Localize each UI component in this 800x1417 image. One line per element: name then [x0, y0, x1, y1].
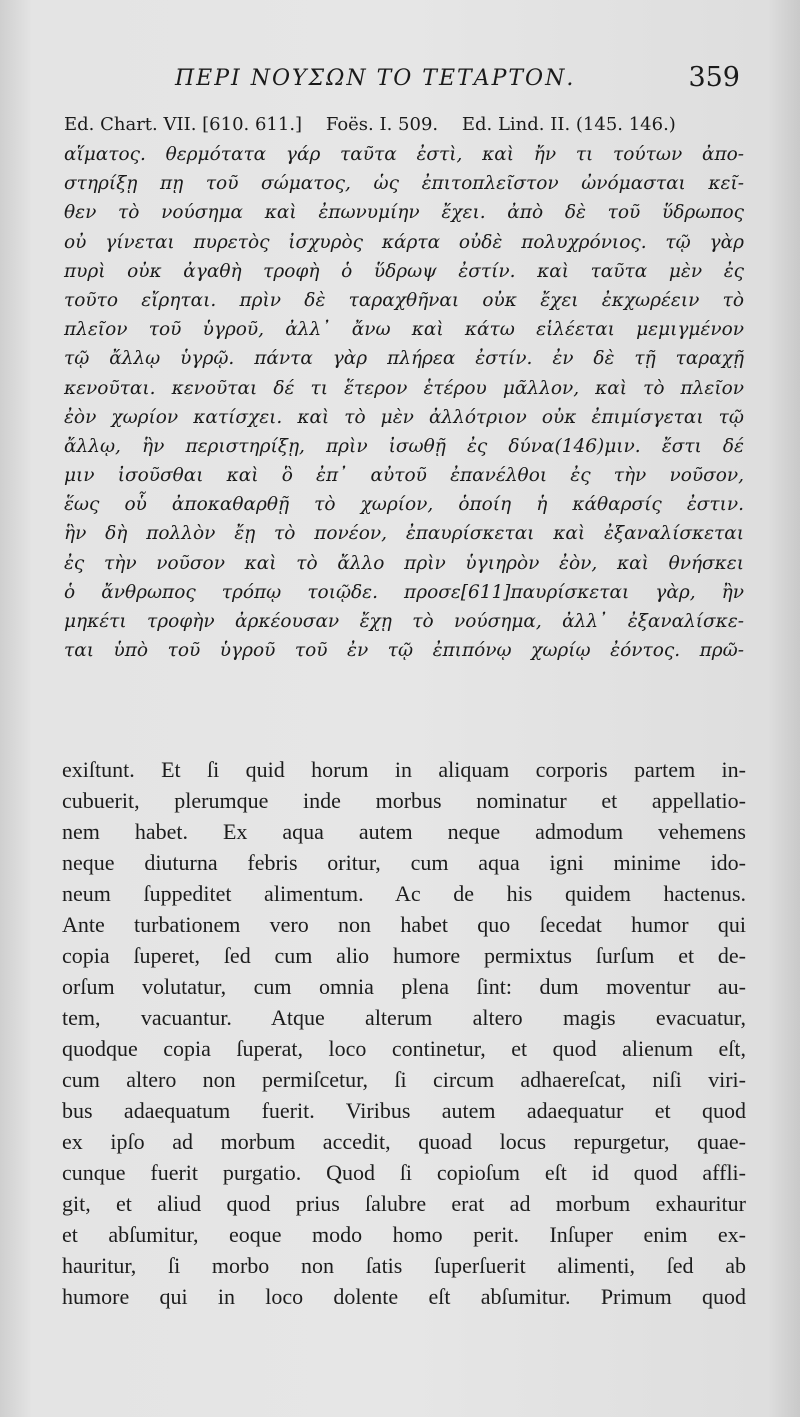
latin-line: cunque fuerit purgatio. Quod ſi copioſum eſt id quod affli-	[62, 1160, 746, 1185]
page-header	[60, 62, 740, 106]
edition-reference-chartier: Ed. Chart. VII. [610. 611.]	[64, 114, 303, 135]
latin-line: humore qui in loco dolente eſt abſumitur. Primum quod	[62, 1284, 746, 1309]
running-title: ΠΕΡΙ ΝΟΥΣΩΝ ΤΟ ΤΕΤΑΡΤΟΝ.	[175, 66, 576, 91]
latin-line: neum ſuppeditet alimentum. Ac de his quidem hactenus.	[62, 881, 746, 906]
latin-line: git, et aliud quod prius ſalubre erat ad morbum exhauritur	[62, 1191, 746, 1216]
greek-line: τῷ ἄλλῳ ὑγρῷ. πάντα γὰρ πλήρεα ἐστίν. ἐν δὲ τῇ ταραχῇ	[64, 348, 744, 370]
greek-line: στηρίξῃ πῃ τοῦ σώματος, ὡς ἐπιτοπλεῖστον ὠνόμασται κεῖ-	[64, 173, 744, 195]
latin-line: tem, vacuantur. Atque alterum altero magis evacuatur,	[62, 1005, 746, 1030]
greek-line: ἕως οὗ ἀποκαθαρθῇ τὸ χωρίον, ὁποίη ἡ κάθαρσίς ἐστιν.	[64, 494, 744, 516]
greek-text-block	[64, 140, 744, 665]
greek-line: ὁ ἄνθρωπος τρόπῳ τοιῷδε. προσε[611]παυρίσκεται γὰρ, ἢν	[64, 581, 744, 603]
greek-line: ἐὸν χωρίον κατίσχει. καὶ τὸ μὲν ἀλλότριον οὐκ ἐπιμίσγεται τῷ	[64, 406, 744, 428]
latin-line: et abſumitur, eoque modo homo perit. Inſuper enim ex-	[62, 1222, 746, 1247]
latin-line: hauritur, ſi morbo non ſatis ſuperſuerit alimenti, ſed ab	[62, 1253, 746, 1278]
latin-line: nem habet. Ex aqua autem neque admodum vehemens	[62, 819, 746, 844]
latin-text-block	[62, 754, 746, 1312]
edition-reference-foes: Foës. I. 509.	[325, 114, 439, 135]
latin-line: exiſtunt. Et ſi quid horum in aliquam corporis partem in-	[62, 757, 746, 782]
greek-line: ἣν δὴ πολλὸν ἔῃ τὸ πονέον, ἐπαυρίσκεται καὶ ἐξαναλίσκεται	[64, 523, 744, 545]
greek-line: οὐ γίνεται πυρετὸς ἰσχυρὸς κάρτα οὐδὲ πολυχρόνιος. τῷ γὰρ	[64, 231, 744, 253]
latin-line: bus adaequatum fuerit. Viribus autem adaequatur et quod	[62, 1098, 746, 1123]
greek-line: πυρὶ οὐκ ἀγαθὴ τροφὴ ὁ ὕδρωψ ἐστίν. καὶ ταῦτα μὲν ἐς	[64, 260, 744, 282]
latin-line: Ante turbationem vero non habet quo ſecedat humor qui	[62, 912, 746, 937]
greek-line: αἵματος. θερμότατα γάρ ταῦτα ἐστὶ, καὶ ἤν τι τούτων ἀπο-	[64, 144, 744, 165]
latin-line: cubuerit, plerumque inde morbus nominatur et appellatio-	[62, 788, 746, 813]
latin-line: quodque copia ſuperat, loco continetur, et quod alienum eſt,	[62, 1036, 746, 1061]
greek-line: ται ὑπὸ τοῦ ὑγροῦ τοῦ ἐν τῷ ἐπιπόνῳ χωρίῳ ἐόντος. πρῶ-	[64, 640, 744, 662]
latin-line: neque diuturna febris oritur, cum aqua igni minime ido-	[62, 850, 746, 875]
page-number: 359	[688, 62, 740, 93]
edition-references	[64, 114, 744, 135]
latin-line: cum altero non permiſcetur, ſi circum adhaereſcat, niſi viri-	[62, 1067, 746, 1092]
greek-line: ἐς τὴν νοῦσον καὶ τὸ ἄλλο πρὶν ὑγιηρὸν ἐὸν, καὶ θνήσκει	[64, 552, 744, 574]
greek-line: τοῦτο εἴρηται. πρὶν δὲ ταραχθῆναι οὐκ ἔχει ἐκχωρέειν τὸ	[64, 289, 744, 311]
latin-line: orſum volutatur, cum omnia plena ſint: dum moventur au-	[62, 974, 746, 999]
greek-line: πλεῖον τοῦ ὑγροῦ, ἀλλ᾽ ἄνω καὶ κάτω εἱλέεται μεμιγμένον	[64, 319, 744, 341]
latin-line: copia ſuperet, ſed cum alio humore permixtus ſurſum et de-	[62, 943, 746, 968]
edition-reference-linden: Ed. Lind. II. (145. 146.)	[461, 114, 676, 135]
greek-line: ἄλλῳ, ἣν περιστηρίξῃ, πρὶν ἰσωθῇ ἐς δύνα(146)μιν. ἔστι δέ	[64, 435, 744, 457]
greek-line: μηκέτι τροφὴν ἀρκέουσαν ἔχῃ τὸ νούσημα, ἀλλ᾽ ἐξαναλίσκε-	[64, 611, 744, 632]
greek-line: μιν ἰσοῦσθαι καὶ ὃ ἐπ᾽ αὐτοῦ ἐπανέλθοι ἐς τὴν νοῦσον,	[64, 465, 744, 487]
greek-line: κενοῦται. κενοῦται δέ τι ἕτερον ἑτέρου μᾶλλον, καὶ τὸ πλεῖον	[64, 377, 744, 399]
latin-line: ex ipſo ad morbum accedit, quoad locus repurgetur, quae-	[62, 1129, 746, 1154]
greek-line: θεν τὸ νούσημα καὶ ἐπωνυμίην ἔχει. ἀπὸ δὲ τοῦ ὕδρωπος	[64, 202, 744, 224]
